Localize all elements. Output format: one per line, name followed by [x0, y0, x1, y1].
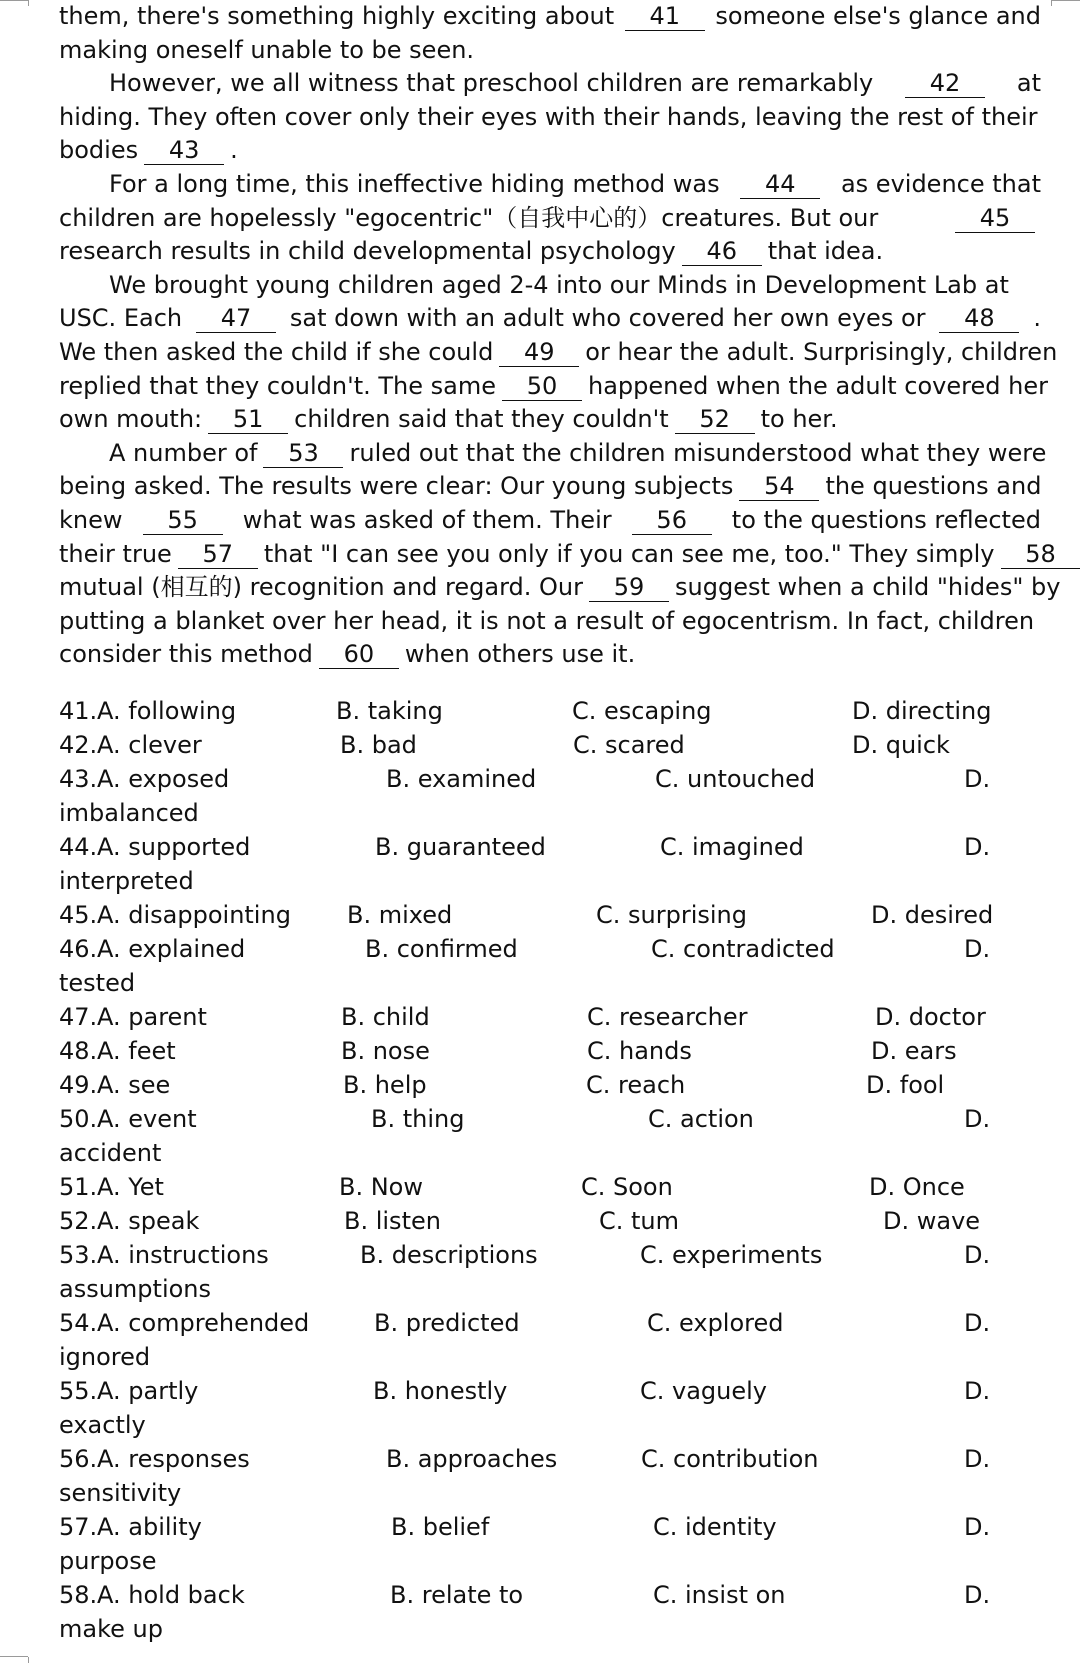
- passage-text: .: [1033, 304, 1041, 333]
- option-d[interactable]: D.: [964, 935, 991, 963]
- option-a[interactable]: A. feet: [97, 1037, 176, 1065]
- option-c[interactable]: C. contribution: [641, 1445, 819, 1473]
- option-c[interactable]: C. scared: [573, 731, 685, 759]
- question-number: 47.: [59, 1003, 98, 1031]
- question-45-row: [59, 898, 1041, 932]
- option-d[interactable]: D.: [964, 1309, 991, 1337]
- blank-51: 51: [208, 405, 288, 434]
- option-d[interactable]: D. Once: [869, 1173, 965, 1201]
- question-51-row: [59, 1170, 1041, 1204]
- passage-line: [59, 168, 1041, 202]
- blank-57: 57: [178, 540, 258, 569]
- option-c[interactable]: C. vaguely: [640, 1377, 768, 1405]
- option-d[interactable]: D. directing: [852, 697, 992, 725]
- passage-text: children are hopelessly "egocentric"（自我中心的）creatures. But our: [59, 203, 879, 232]
- question-number: 43.: [59, 765, 98, 793]
- passage-text: as evidence that: [840, 169, 1041, 198]
- passage-text: making oneself unable to be seen.: [59, 35, 475, 64]
- passage-text: suggest when a child "hides" by: [675, 573, 1061, 602]
- crop-mark: [0, 1656, 28, 1657]
- passage-text: hiding. They often cover only their eyes with their hands, leaving the rest of their: [59, 102, 1038, 131]
- option-b[interactable]: B. thing: [371, 1105, 465, 1133]
- option-d[interactable]: D. doctor: [875, 1003, 986, 1031]
- question-number: 53.: [59, 1241, 98, 1269]
- option-c[interactable]: C. reach: [586, 1071, 686, 1099]
- option-b[interactable]: B. help: [343, 1071, 427, 1099]
- question-52-row: [59, 1204, 1041, 1238]
- passage-line: [59, 67, 1041, 101]
- question-50-row: [59, 1102, 1041, 1136]
- option-c[interactable]: C. hands: [587, 1037, 692, 1065]
- option-d[interactable]: D.: [964, 1241, 991, 1269]
- option-c[interactable]: C. insist on: [653, 1581, 786, 1609]
- passage-line: [59, 538, 1056, 572]
- blank-50: 50: [502, 372, 582, 401]
- option-d[interactable]: D. ears: [871, 1037, 957, 1065]
- question-number: 50.: [59, 1105, 98, 1133]
- crop-mark: [1052, 0, 1080, 1]
- blank-47: 47: [196, 304, 276, 333]
- passage-text: happened when the adult covered her: [587, 371, 1048, 400]
- passage-text: or hear the adult. Surprisingly, children: [585, 337, 1058, 366]
- question-number: 57.: [59, 1513, 98, 1541]
- crop-mark: [28, 1657, 29, 1663]
- option-d[interactable]: D.: [964, 833, 991, 861]
- passage-line: [59, 605, 1041, 639]
- option-a[interactable]: A. responses: [97, 1445, 250, 1473]
- question-56-row: [59, 1442, 1041, 1476]
- option-a[interactable]: A. speak: [97, 1207, 200, 1235]
- option-a[interactable]: A. Yet: [97, 1173, 164, 1201]
- option-c[interactable]: C. researcher: [587, 1003, 748, 1031]
- option-d-continuation[interactable]: assumptions: [59, 1275, 212, 1303]
- option-d[interactable]: D. fool: [866, 1071, 945, 1099]
- option-c[interactable]: C. tum: [599, 1207, 680, 1235]
- option-d-continuation[interactable]: tested: [59, 969, 136, 997]
- passage-text: replied that they couldn't. The same: [59, 371, 496, 400]
- question-number: 52.: [59, 1207, 98, 1235]
- passage-text: For a long time, this ineffective hiding method was: [109, 169, 720, 198]
- option-d[interactable]: D.: [964, 765, 991, 793]
- option-d-continuation[interactable]: interpreted: [59, 867, 194, 895]
- question-number: 56.: [59, 1445, 98, 1473]
- blank-45: 45: [955, 204, 1035, 233]
- option-b[interactable]: B. child: [341, 1003, 430, 1031]
- question-41-row: [59, 694, 1041, 728]
- option-c[interactable]: C. experiments: [640, 1241, 823, 1269]
- crop-mark: [0, 0, 28, 1]
- passage-text: their true: [59, 539, 172, 568]
- passage-text: that "I can see you only if you can see me, too." They simply: [263, 539, 995, 568]
- option-d-continuation[interactable]: imbalanced: [59, 799, 199, 827]
- question-number: 41.: [59, 697, 98, 725]
- option-a[interactable]: A. event: [97, 1105, 197, 1133]
- passage-text: being asked. The results were clear: Our young subjects: [59, 472, 734, 501]
- option-c[interactable]: C. imagined: [660, 833, 804, 861]
- passage-text: what was asked of them. Their: [242, 505, 612, 534]
- option-b[interactable]: B. honestly: [373, 1377, 508, 1405]
- option-b[interactable]: B. nose: [341, 1037, 430, 1065]
- question-number: 45.: [59, 901, 98, 929]
- option-d-continuation[interactable]: make up: [59, 1615, 163, 1643]
- blank-49: 49: [499, 338, 579, 367]
- question-number: 55.: [59, 1377, 98, 1405]
- crop-mark: [28, 0, 29, 6]
- option-b[interactable]: B. Now: [339, 1173, 423, 1201]
- question-number: 58.: [59, 1581, 98, 1609]
- blank-60: 60: [319, 640, 399, 669]
- blank-46: 46: [682, 237, 762, 266]
- option-c[interactable]: C. Soon: [581, 1173, 673, 1201]
- question-number: 49.: [59, 1071, 98, 1099]
- option-d-continuation[interactable]: accident: [59, 1139, 162, 1167]
- option-d[interactable]: D.: [964, 1581, 991, 1609]
- option-a[interactable]: A. parent: [97, 1003, 207, 1031]
- passage-text: to the questions reflected: [731, 505, 1041, 534]
- passage-text: own mouth:: [59, 405, 203, 434]
- passage-text: We then asked the child if she could: [59, 337, 494, 366]
- passage-text: at: [1016, 69, 1041, 98]
- question-53-row: [59, 1238, 1041, 1272]
- option-d-continuation[interactable]: exactly: [59, 1411, 146, 1439]
- blank-56: 56: [632, 506, 712, 535]
- question-58-row: [59, 1578, 1041, 1612]
- passage-text: children said that they couldn't: [294, 405, 669, 434]
- option-a[interactable]: A. clever: [97, 731, 202, 759]
- passage-line: [59, 0, 1041, 34]
- passage-line: [59, 235, 1041, 269]
- option-d[interactable]: D.: [964, 1445, 991, 1473]
- question-42-row: [59, 728, 1041, 762]
- option-d-continuation[interactable]: purpose: [59, 1547, 157, 1575]
- passage-text: We brought young children aged 2-4 into our Minds in Development Lab at: [109, 270, 1009, 299]
- option-d-continuation[interactable]: sensitivity: [59, 1479, 182, 1507]
- question-46-row: [59, 932, 1041, 966]
- option-b[interactable]: B. predicted: [374, 1309, 520, 1337]
- passage-text: sat down with an adult who covered her own eyes or: [289, 304, 926, 333]
- passage-text: putting a blanket over her head, it is not a result of egocentrism. In fact, children: [59, 606, 1035, 635]
- blank-53: 53: [263, 439, 343, 468]
- passage-text: to her.: [760, 405, 838, 434]
- blank-54: 54: [739, 472, 819, 501]
- passage-text: someone else's glance and: [715, 2, 1041, 30]
- passage-text: the questions and: [825, 472, 1042, 501]
- blank-41: 41: [625, 2, 705, 31]
- passage-text: A number of: [109, 438, 258, 467]
- option-d-continuation[interactable]: ignored: [59, 1343, 151, 1371]
- question-57-row: [59, 1510, 1041, 1544]
- passage-line: [59, 202, 1041, 236]
- passage-text: knew: [59, 505, 123, 534]
- passage-text: ruled out that the children misunderstood what they were: [349, 438, 1047, 467]
- question-number: 48.: [59, 1037, 98, 1065]
- option-a[interactable]: A. ability: [97, 1513, 202, 1541]
- question-54-row: [59, 1306, 1041, 1340]
- question-49-row: [59, 1068, 1041, 1102]
- passage-line: [59, 638, 1041, 672]
- passage-text: consider this method: [59, 640, 313, 669]
- option-b[interactable]: B. mixed: [347, 901, 453, 929]
- cloze-passage: [59, 0, 1061, 672]
- passage-line: [59, 370, 1048, 404]
- passage-line: [59, 269, 1041, 303]
- passage-line: [59, 403, 1041, 437]
- option-b[interactable]: B. bad: [340, 731, 417, 759]
- blank-48: 48: [939, 304, 1019, 333]
- option-a[interactable]: A. exposed: [97, 765, 230, 793]
- option-a[interactable]: A. instructions: [97, 1241, 269, 1269]
- passage-line: [59, 336, 1058, 370]
- option-d[interactable]: D.: [964, 1513, 991, 1541]
- blank-58: 58: [1001, 540, 1080, 569]
- question-number: 46.: [59, 935, 98, 963]
- option-a[interactable]: A. comprehended: [97, 1309, 310, 1337]
- option-d[interactable]: D.: [964, 1105, 991, 1133]
- option-b[interactable]: B. belief: [391, 1513, 490, 1541]
- passage-text: bodies: [59, 136, 139, 165]
- option-d[interactable]: D. desired: [871, 901, 994, 929]
- option-c[interactable]: C. identity: [653, 1513, 777, 1541]
- option-c[interactable]: C. explored: [647, 1309, 784, 1337]
- option-c[interactable]: C. action: [648, 1105, 754, 1133]
- blank-55: 55: [143, 506, 223, 535]
- question-55-row: [59, 1374, 1041, 1408]
- option-b[interactable]: B. descriptions: [360, 1241, 538, 1269]
- question-48-row: [59, 1034, 1041, 1068]
- question-number: 44.: [59, 833, 98, 861]
- passage-line: [59, 437, 1047, 471]
- crop-mark: [1051, 0, 1052, 6]
- passage-line: [59, 134, 1041, 168]
- blank-52: 52: [675, 405, 755, 434]
- passage-text: However, we all witness that preschool children are remarkably: [109, 69, 874, 98]
- blank-43: 43: [144, 136, 224, 165]
- blank-42: 42: [905, 69, 985, 98]
- passage-text: that idea.: [767, 237, 884, 266]
- passage-line: [59, 504, 1041, 538]
- passage-line: [59, 34, 1041, 68]
- question-number: 54.: [59, 1309, 98, 1337]
- passage-text: mutual (相互的) recognition and regard. Our: [59, 573, 584, 602]
- option-a[interactable]: A. disappointing: [97, 901, 291, 929]
- question-number: 42.: [59, 731, 98, 759]
- option-c[interactable]: C. untouched: [655, 765, 816, 793]
- question-44-row: [59, 830, 1041, 864]
- option-a[interactable]: A. partly: [97, 1377, 199, 1405]
- option-c[interactable]: C. surprising: [596, 901, 747, 929]
- option-b[interactable]: B. guaranteed: [375, 833, 546, 861]
- passage-text: USC. Each: [59, 304, 183, 333]
- option-b[interactable]: B. listen: [344, 1207, 441, 1235]
- blank-44: 44: [740, 170, 820, 199]
- option-a[interactable]: A. hold back: [97, 1581, 245, 1609]
- passage-line: [59, 571, 1061, 605]
- question-47-row: [59, 1000, 1041, 1034]
- passage-text: them, there's something highly exciting about: [59, 2, 615, 30]
- option-b[interactable]: B. approaches: [386, 1445, 558, 1473]
- passage-line: [59, 101, 1041, 135]
- option-b[interactable]: B. confirmed: [365, 935, 518, 963]
- option-c[interactable]: C. escaping: [572, 697, 712, 725]
- blank-59: 59: [589, 573, 669, 602]
- option-a[interactable]: A. see: [97, 1071, 171, 1099]
- option-d[interactable]: D.: [964, 1377, 991, 1405]
- passage-text: .: [230, 136, 238, 165]
- question-43-row: [59, 762, 1041, 796]
- option-a[interactable]: A. following: [97, 697, 237, 725]
- answer-options: [59, 694, 1041, 1646]
- option-b[interactable]: B. relate to: [390, 1581, 524, 1609]
- option-d[interactable]: D. wave: [883, 1207, 981, 1235]
- option-b[interactable]: B. examined: [386, 765, 537, 793]
- option-d[interactable]: D. quick: [852, 731, 950, 759]
- passage-text: when others use it.: [404, 640, 636, 669]
- option-c[interactable]: C. contradicted: [651, 935, 835, 963]
- passage-text: research results in child developmental psychology: [59, 237, 676, 266]
- option-a[interactable]: A. explained: [97, 935, 246, 963]
- passage-line: [59, 470, 1041, 504]
- passage-line: [59, 302, 1041, 336]
- question-number: 51.: [59, 1173, 98, 1201]
- option-b[interactable]: B. taking: [336, 697, 443, 725]
- option-a[interactable]: A. supported: [97, 833, 251, 861]
